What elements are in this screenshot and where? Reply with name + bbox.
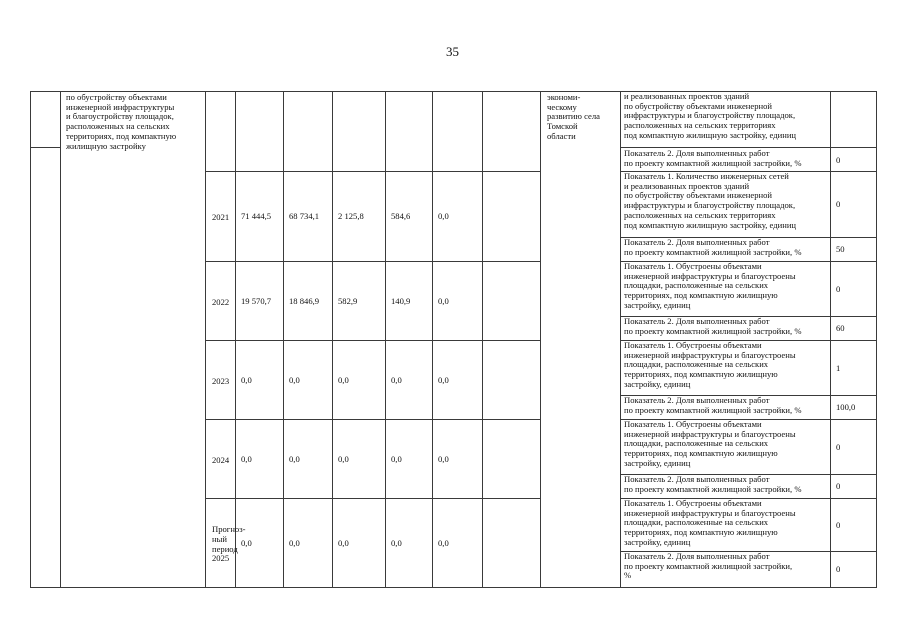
index-column-stub-line xyxy=(30,147,60,148)
year-label: 2021 xyxy=(212,212,230,223)
funding-value: 0,0 xyxy=(438,537,449,548)
indicator-1-text-line: расположенных на сельских территориях xyxy=(624,209,776,220)
indicator-1-text-line: инфраструктуры и благоустройству площадок, xyxy=(624,200,796,211)
year-label: 2025 xyxy=(212,553,230,564)
indicator-1-text-line: инженерной инфраструктуры и благоустроены xyxy=(624,270,796,281)
column-divider xyxy=(332,91,333,587)
indicator-1-text-line: инженерной инфраструктуры и благоустроены xyxy=(624,349,796,360)
indicator-1-value: 0 xyxy=(836,283,841,294)
indicator-2-text-line: Показатель 2. Доля выполненных работ xyxy=(624,474,770,484)
funding-value: 0,0 xyxy=(391,374,402,385)
indicator-1-value: 0 xyxy=(836,199,841,209)
indicator-1-text-line: площадки, расположенные на сельских xyxy=(624,280,769,291)
funding-value: 71 444,5 xyxy=(241,211,272,221)
funding-value: 19 570,7 xyxy=(241,295,272,306)
funding-value: 0,0 xyxy=(289,453,300,464)
column-divider xyxy=(385,91,386,587)
indicator-2-text-line: Показатель 2. Доля выполненных работ xyxy=(624,316,770,326)
activity-description-line: инженерной инфраструктуры xyxy=(66,101,175,112)
indicator-1-text-line: территориях, под компактную жилищную xyxy=(624,527,778,538)
goal-text-line: области xyxy=(547,130,576,141)
column-divider xyxy=(283,91,284,587)
indicator-2-value: 0 xyxy=(836,564,841,574)
indicator-2-text-line: Показатель 2. Доля выполненных работ xyxy=(624,148,770,158)
column-divider xyxy=(620,91,621,587)
funding-value: 0,0 xyxy=(391,453,402,464)
column-divider xyxy=(235,91,236,587)
column-divider xyxy=(205,91,206,587)
indicator-1-text-line: территориях, под компактную жилищную xyxy=(624,369,778,380)
funding-value: 0,0 xyxy=(338,537,349,548)
year-label: 2024 xyxy=(212,454,230,465)
goal-text-line: Томской xyxy=(547,121,578,132)
indicator-1-text-line: застройку, единиц xyxy=(624,299,691,310)
indicator-2-value: 60 xyxy=(836,323,845,333)
funding-value: 0,0 xyxy=(241,537,252,548)
funding-value: 68 734,1 xyxy=(289,211,320,221)
indicator-1-text-line: расположенных на сельских территориях xyxy=(624,120,776,131)
year-row-divider xyxy=(205,171,540,172)
table-border-right xyxy=(876,91,877,587)
funding-value: 0,0 xyxy=(438,453,449,464)
column-divider xyxy=(432,91,433,587)
funding-value: 582,9 xyxy=(338,295,358,306)
funding-value: 0,0 xyxy=(338,374,349,385)
indicator-1-value: 0 xyxy=(836,441,841,452)
indicator-2-value: 50 xyxy=(836,244,845,254)
indicator-1-text-line: застройку, единиц xyxy=(624,536,691,547)
indicator-2-text-line: по проекту компактной жилищной застройки, xyxy=(624,560,793,571)
indicator-1-text-line: территориях, под компактную жилищную xyxy=(624,290,778,301)
column-divider xyxy=(60,91,61,587)
indicator-2-text-line: по проекту компактной жилищной застройки, % xyxy=(624,246,802,257)
year-label: ный xyxy=(212,533,227,544)
year-label: Прогноз- xyxy=(212,524,246,535)
indicator-1-text-line: и реализованных проектов зданий xyxy=(624,180,750,191)
page-number: 35 xyxy=(446,44,459,59)
funding-value: 0,0 xyxy=(289,537,300,548)
indicator-2-value: 100,0 xyxy=(836,402,856,412)
indicator-1-value: 1 xyxy=(836,362,841,373)
indicator-2-text-line: по проекту компактной жилищной застройки, % xyxy=(624,325,802,336)
program-table xyxy=(30,91,876,587)
indicator-1-value: 0 xyxy=(836,519,841,530)
indicator-1-text-line: Показатель 1. Обустроены объектами xyxy=(624,419,762,429)
funding-value: 0,0 xyxy=(241,453,252,464)
goal-text-line: ческому xyxy=(547,101,577,112)
indicator-1-text-line: по обустройству объектами инженерной xyxy=(624,100,773,111)
indicator-1-text-line: Показатель 1. Обустроены объектами xyxy=(624,340,762,350)
table-border-bottom xyxy=(30,587,877,588)
indicator-1-text-line: Показатель 1. Обустроены объектами xyxy=(624,498,762,508)
indicator-2-text-line: Показатель 2. Доля выполненных работ xyxy=(624,551,770,561)
indicator-1-text-line: инфраструктуры и благоустройству площадок, xyxy=(624,110,796,121)
year-row-divider xyxy=(205,340,540,341)
goal-text-line: развитию села xyxy=(547,111,600,122)
funding-value: 18 846,9 xyxy=(289,295,320,306)
funding-value: 0,0 xyxy=(438,374,449,385)
indicator-1-text-line: инженерной инфраструктуры и благоустроены xyxy=(624,428,796,439)
goal-text-line: экономи- xyxy=(547,92,581,102)
indicator-1-text-line: инженерной инфраструктуры и благоустроены xyxy=(624,507,796,518)
funding-value: 584,6 xyxy=(391,211,411,221)
activity-description-line: расположенных на сельских xyxy=(66,121,170,132)
indicator-2-text-line: Показатель 2. Доля выполненных работ xyxy=(624,237,770,247)
funding-value: 140,9 xyxy=(391,295,411,306)
indicator-2-text-line: % xyxy=(624,570,632,581)
indicator-2-text-line: по проекту компактной жилищной застройки, % xyxy=(624,404,802,415)
year-label: 2022 xyxy=(212,296,230,307)
indicator-1-text-line: площадки, расположенные на сельских xyxy=(624,359,769,370)
indicator-1-text-line: под компактную жилищную застройку, единиц xyxy=(624,219,797,230)
funding-value: 0,0 xyxy=(438,295,449,306)
activity-description-line: по обустройству объектами xyxy=(66,92,167,102)
funding-value: 0,0 xyxy=(438,211,449,221)
indicator-1-text-line: территориях, под компактную жилищную xyxy=(624,448,778,459)
indicator-2-text-line: по проекту компактной жилищной застройки, % xyxy=(624,157,802,168)
year-label: период xyxy=(212,543,238,554)
column-divider xyxy=(482,91,483,587)
activity-description-line: территориях, под компактную xyxy=(66,130,177,141)
year-row-divider xyxy=(205,419,540,420)
indicator-1-text-line: застройку, единиц xyxy=(624,457,691,468)
year-row-divider xyxy=(205,498,540,499)
indicator-1-text-line: под компактную жилищную застройку, единиц xyxy=(624,129,797,140)
indicator-2-text-line: Показатель 2. Доля выполненных работ xyxy=(624,395,770,405)
funding-value: 0,0 xyxy=(241,374,252,385)
table-border-left xyxy=(30,91,31,587)
year-row-divider xyxy=(205,261,540,262)
indicator-2-value: 0 xyxy=(836,481,841,491)
column-divider xyxy=(540,91,541,587)
indicator-1-text-line: по обустройству объектами инженерной xyxy=(624,190,773,201)
indicator-2-value: 0 xyxy=(836,155,841,165)
indicator-2-text-line: по проекту компактной жилищной застройки, % xyxy=(624,483,802,494)
indicator-1-text-line: Показатель 1. Количество инженерных сетей xyxy=(624,171,789,181)
indicator-1-text-line: площадки, расположенные на сельских xyxy=(624,517,769,528)
activity-description-line: жилищную застройку xyxy=(66,140,146,151)
funding-value: 0,0 xyxy=(338,453,349,464)
funding-value: 0,0 xyxy=(289,374,300,385)
indicator-1-text-line: Показатель 1. Обустроены объектами xyxy=(624,261,762,271)
indicator-1-text-line: застройку, единиц xyxy=(624,378,691,389)
indicator-1-text-line: и реализованных проектов зданий xyxy=(624,91,750,101)
funding-value: 2 125,8 xyxy=(338,211,364,221)
activity-description-line: и благоустройству площадок, xyxy=(66,111,174,122)
year-label: 2023 xyxy=(212,375,230,386)
column-divider xyxy=(830,91,831,587)
indicator-1-text-line: площадки, расположенные на сельских xyxy=(624,438,769,449)
funding-value: 0,0 xyxy=(391,537,402,548)
